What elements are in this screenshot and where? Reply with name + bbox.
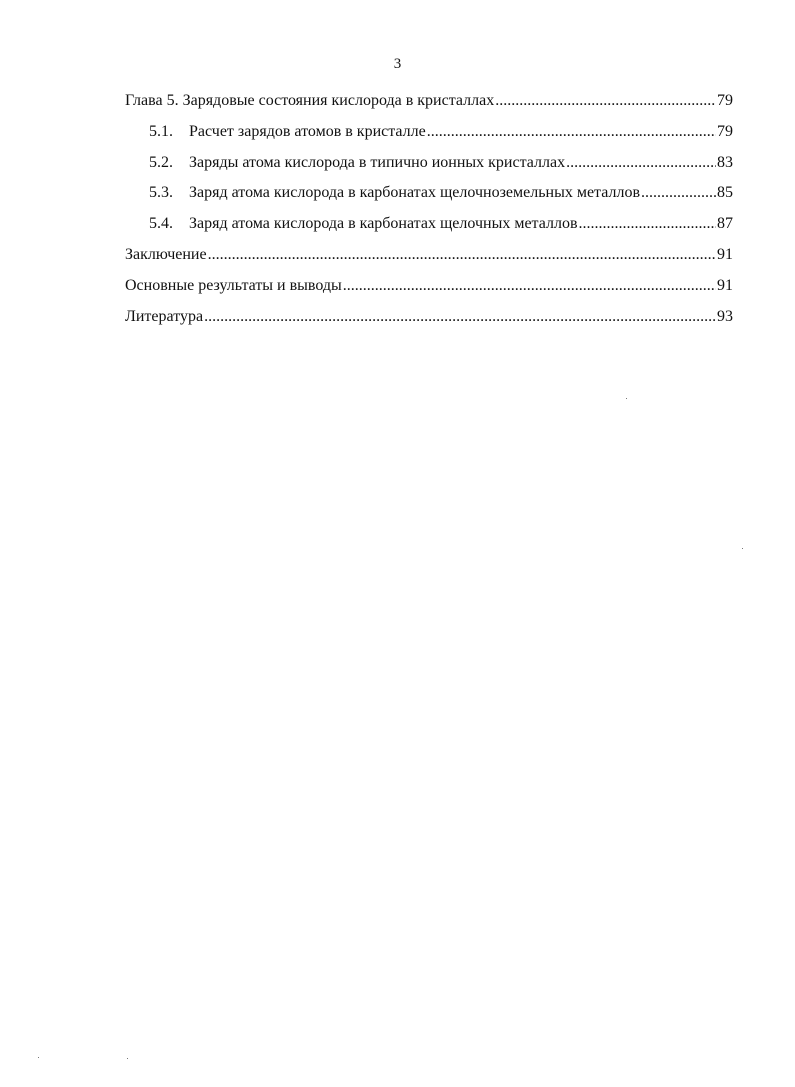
toc-entry-title: Заряд атома кислорода в карбонатах щелочных металлов <box>189 215 578 233</box>
toc-entry-page: 87 <box>717 215 733 233</box>
toc-entry-number: 5.2. <box>149 153 173 171</box>
scan-speck <box>38 1057 39 1058</box>
toc-entry-page: 91 <box>717 276 733 294</box>
toc-entry-page: 83 <box>717 153 733 171</box>
toc-leader-dots <box>579 209 717 240</box>
toc-entry-title: Заключение <box>125 245 207 263</box>
toc-entry-title: Заряды атома кислорода в типично ионных кристаллах <box>189 153 566 171</box>
toc-entry-number: 5.1. <box>149 122 173 140</box>
toc-entry-page: 93 <box>717 307 733 325</box>
toc-entry-title: Расчет зарядов атомов в кристалле <box>189 122 426 140</box>
toc-leader-dots <box>208 240 716 271</box>
toc-leader-dots <box>427 117 716 148</box>
toc-entry-number: 5.3. <box>149 184 173 202</box>
toc-entry-conclusion[interactable] <box>125 240 733 271</box>
toc-entry-literature[interactable] <box>125 302 733 333</box>
toc-entry-5-3[interactable] <box>125 178 733 209</box>
toc-entry-chapter-5[interactable] <box>125 86 733 117</box>
toc-entry-5-4[interactable] <box>125 209 733 240</box>
toc-entry-results[interactable] <box>125 271 733 302</box>
toc-entry-5-2[interactable] <box>125 148 733 179</box>
scan-speck <box>127 1058 128 1059</box>
toc-entry-title: Основные результаты и выводы <box>125 276 342 294</box>
scan-speck <box>626 398 627 399</box>
page-number: 3 <box>393 56 402 72</box>
table-of-contents <box>125 86 733 332</box>
toc-entry-number: 5.4. <box>149 215 173 233</box>
toc-entry-page: 91 <box>717 245 733 263</box>
toc-leader-dots <box>495 86 716 117</box>
toc-entry-title: Заряд атома кислорода в карбонатах щелочноземельных металлов <box>189 184 640 202</box>
toc-entry-page: 85 <box>717 184 733 202</box>
toc-entry-page: 79 <box>717 122 733 140</box>
toc-leader-dots <box>204 302 716 333</box>
toc-leader-dots <box>343 271 716 302</box>
toc-entry-page: 79 <box>717 92 733 109</box>
toc-entry-title: Глава 5. Зарядовые состояния кислорода в кристаллах <box>125 92 495 109</box>
toc-entry-title: Литература <box>125 307 204 325</box>
toc-leader-dots <box>641 178 716 209</box>
toc-entry-5-1[interactable] <box>125 117 733 148</box>
scan-speck <box>742 548 743 549</box>
toc-leader-dots <box>566 148 716 179</box>
